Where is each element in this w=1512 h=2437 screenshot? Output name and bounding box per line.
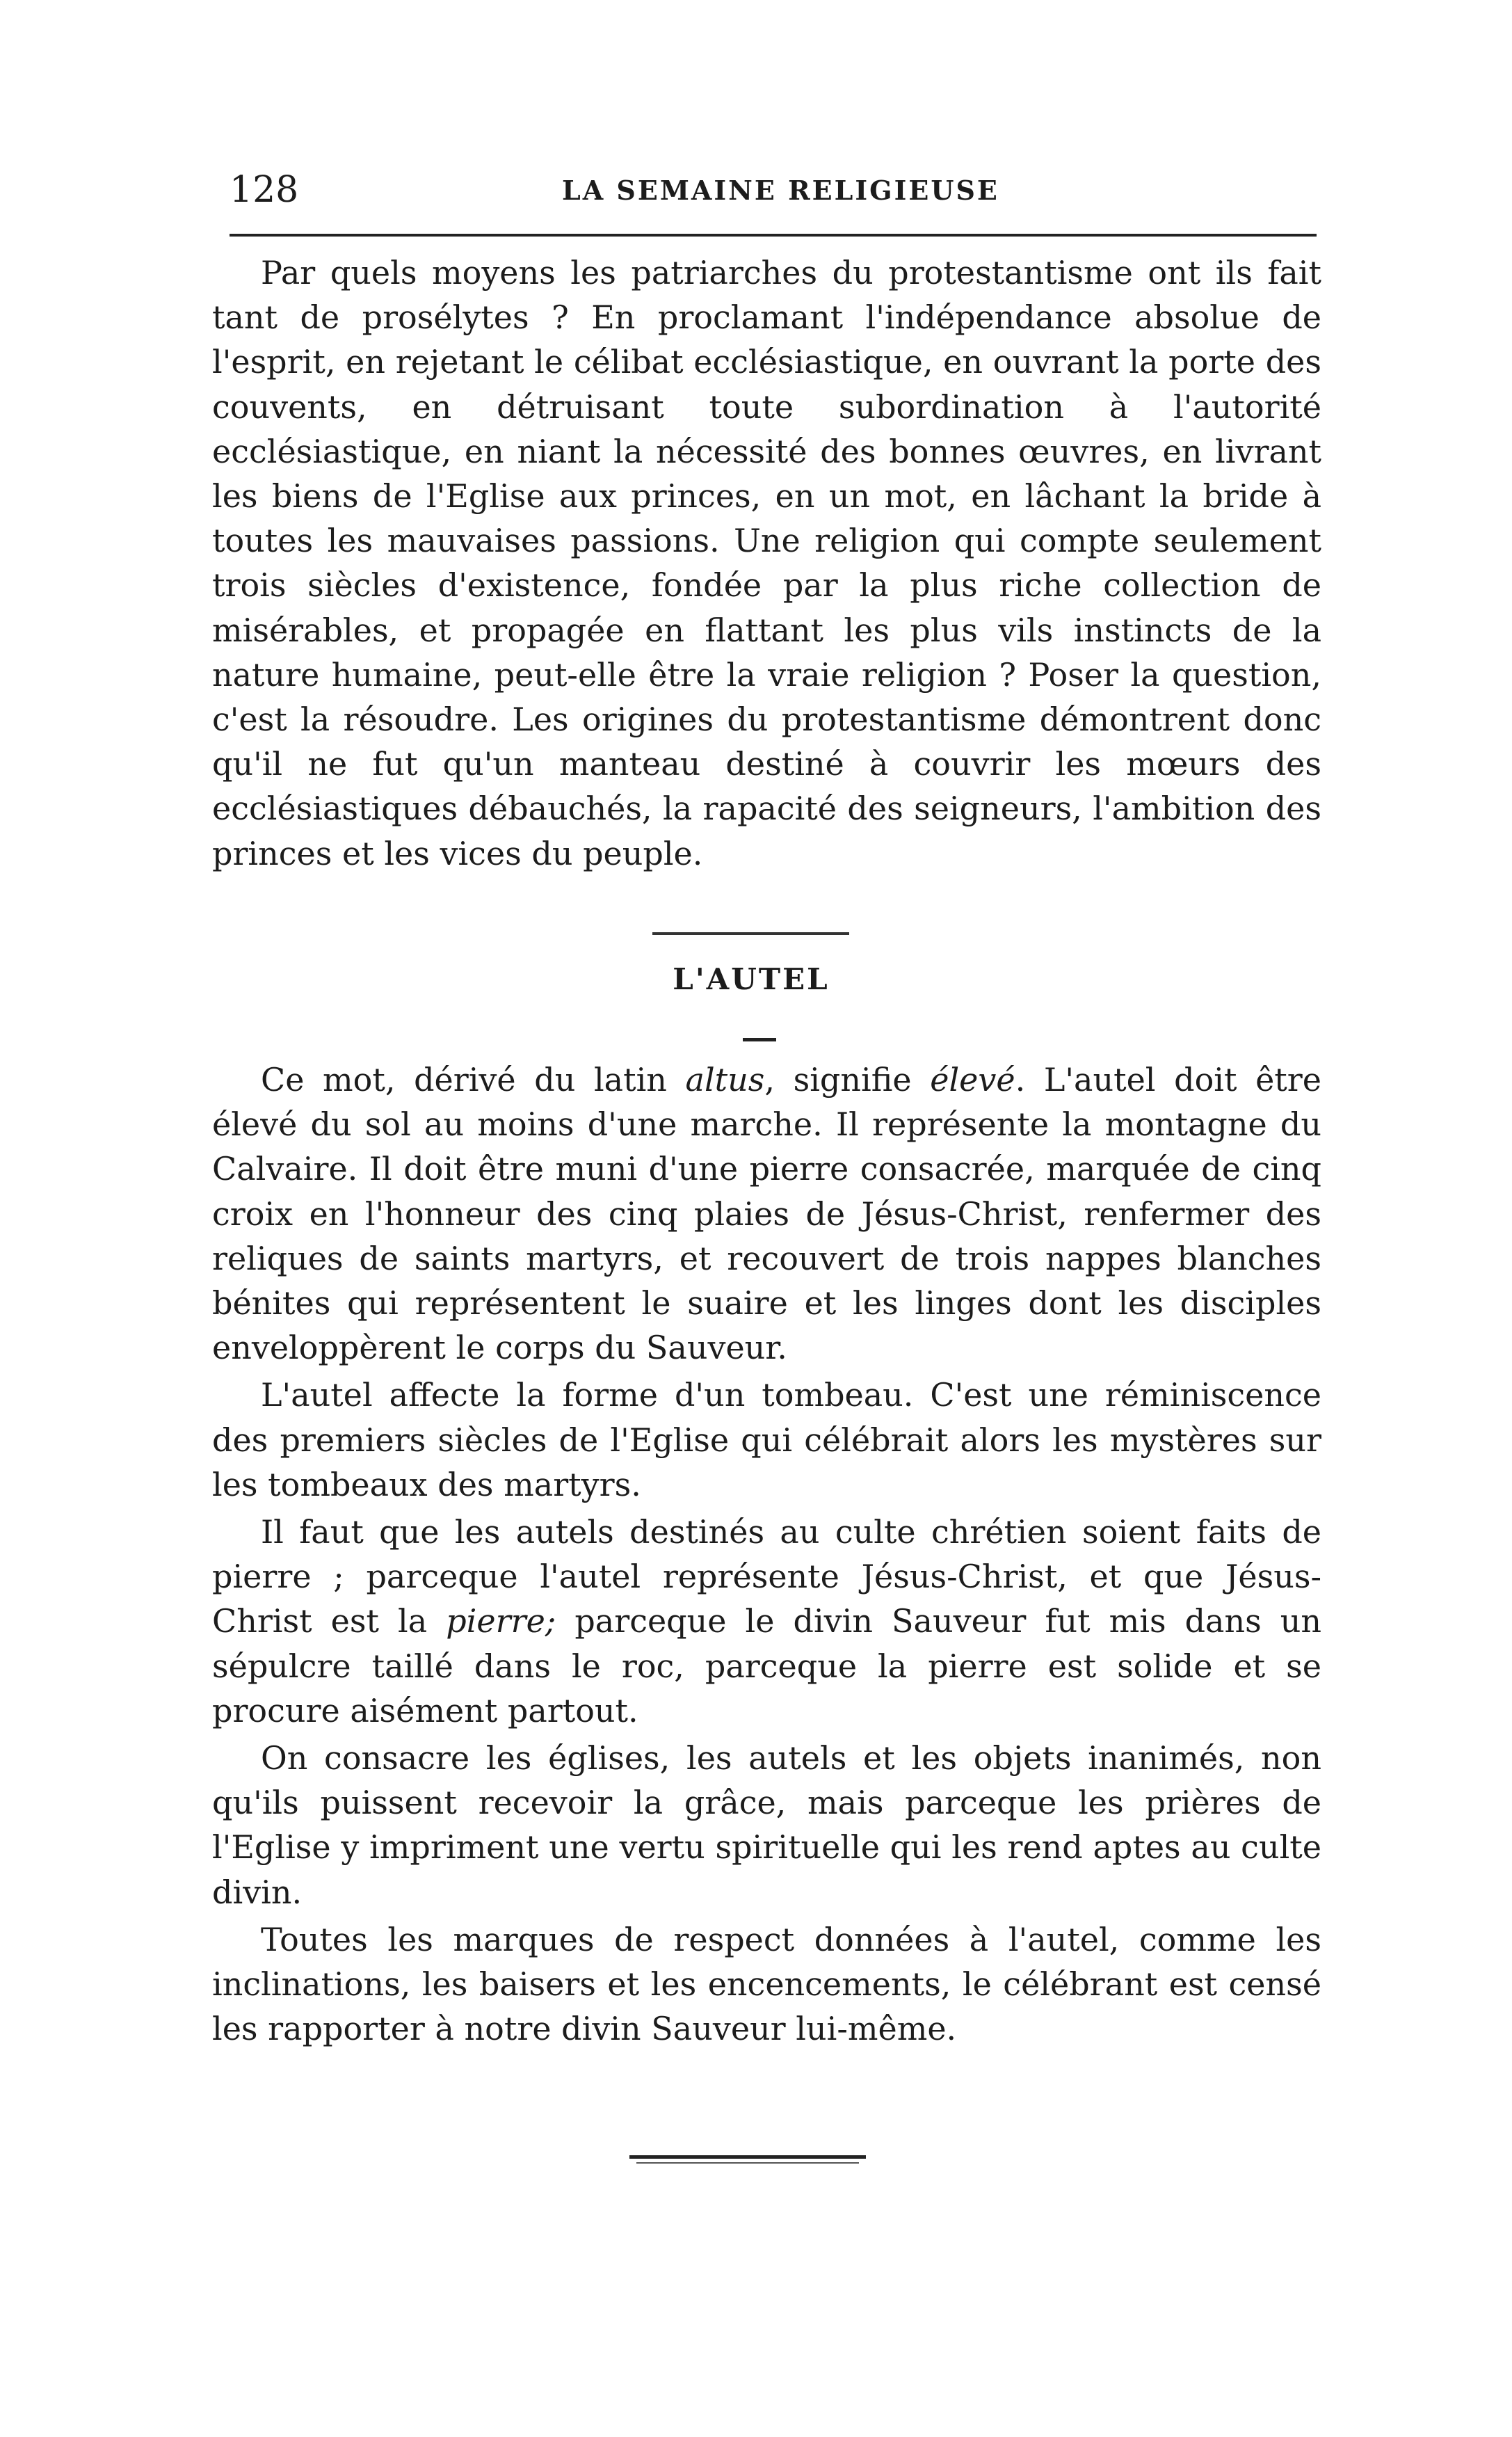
paragraph-3-text-b: parceque le divin Sauveur fut mis dans un sépulcre taillé dans le roc, parceque la pierre est solide et se procure aisément partout. <box>212 1602 1322 1729</box>
paragraph-1-text-a: Ce mot, dérivé du latin <box>261 1061 686 1098</box>
section-paragraph-1 <box>212 1057 1321 1370</box>
latin-term-altus: altus <box>685 1061 765 1098</box>
paragraph-1-text-c: . L'autel doit être élevé du sol au moins d'une marche. Il représente la montagne du Calvaire. Il doit être muni d'une pierre consacrée, marquée de cinq croix en l'honneur des cinq plaies de Jésus-Christ, renfermer des reliques de saints martyrs, et recouvert de trois nappes blanches bénites qui représentent le suaire et les linges dont les disciples enveloppèrent le corps du Sauveur. <box>212 1061 1321 1367</box>
term-pierre: pierre; <box>446 1602 556 1640</box>
page-number: 128 <box>230 169 299 211</box>
paragraph-3-text-a: Il faut que les autels destinés au culte chrétien soient faits de pierre ; parceque l'autel représente Jésus-Christ, et que Jésus-Christ est la <box>212 1513 1321 1640</box>
intro-text <box>212 250 1321 876</box>
section-divider <box>652 932 849 935</box>
section-title-dash <box>743 1038 776 1041</box>
end-rule-thin <box>636 2162 859 2164</box>
section-paragraph-5: Toutes les marques de respect données à l'autel, comme les inclinations, les baisers et les encencements, le célébrant est censé les rapporter à notre divin Sauveur lui-même. <box>212 1920 1321 2048</box>
intro-paragraph: Par quels moyens les patriarches du protestantisme ont ils fait tant de prosélytes ? En proclamant l'indépendance absolue de l'esprit, en rejetant le célibat ecclésiastique, en ouvrant la porte des couvents, en détruisant toute subordination à l'autorité ecclésiastique, en niant la nécessité des bonnes œuvres, en livrant les biens de l'Eglise aux princes, en un mot, en lâchant la bride à toutes les mauvaises passions. Une religion qui compte seulement trois siècles d'existence, fondée par la plus riche collection de misérables, et propagée en flattant les plus vils instincts de la nature humaine, peut-elle être la vraie religion ? Poser la question, c'est la résoudre. Les origines du protestantisme démontrent donc qu'il ne fut qu'un manteau destiné à couvrir les mœurs des ecclésiastiques débauchés, la rapacité des seigneurs, l'ambition des princes et les vices du peuple. <box>212 254 1321 872</box>
section-paragraph-4: On consacre les églises, les autels et les objets inanimés, non qu'ils puissent recevoir la grâce, mais parceque les prières de l'Eglise y impriment une vertu spirituelle qui les rend aptes au culte divin. <box>212 1739 1321 1911</box>
section-paragraph-2: L'autel affecte la forme d'un tombeau. C'est une réminiscence des premiers siècles de l'Eglise qui célébrait alors les mystères sur les tombeaux des martyrs. <box>212 1376 1321 1503</box>
section-paragraph-3 <box>212 1510 1321 1733</box>
page-header <box>221 166 1317 214</box>
section-title: L'AUTEL <box>673 962 830 996</box>
header-rule <box>230 234 1317 237</box>
paragraph-1-text-b: , signifie <box>764 1061 931 1098</box>
term-eleve: élevé <box>930 1061 1015 1098</box>
section-body <box>212 1057 1321 2051</box>
running-title: LA SEMAINE RELIGIEUSE <box>562 175 999 206</box>
end-rule <box>629 2155 866 2159</box>
